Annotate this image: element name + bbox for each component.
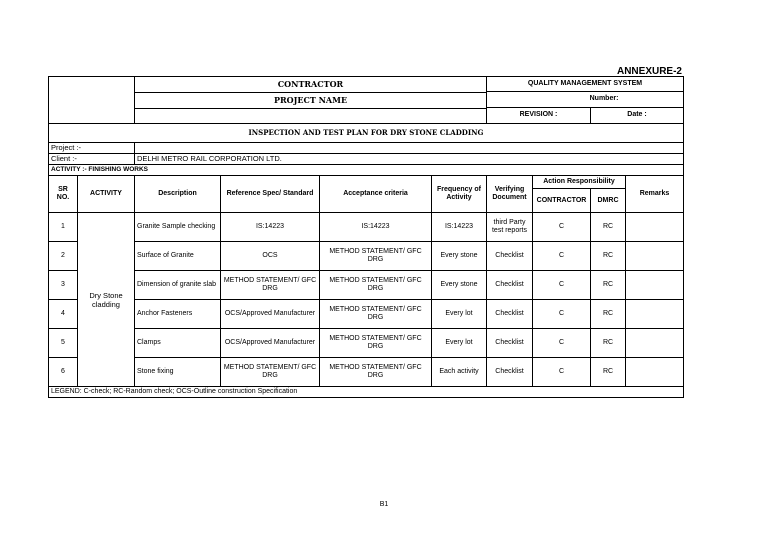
cell-remarks [626, 329, 684, 358]
contractor-label: CONTRACTOR [135, 77, 486, 93]
cell-verifying: Checklist [487, 329, 533, 358]
cell-acceptance: METHOD STATEMENT/ GFC DRG [320, 358, 432, 387]
cell-verifying: Checklist [487, 358, 533, 387]
cell-reference: OCS [221, 242, 320, 271]
cell-sr: 6 [49, 358, 78, 387]
col-contractor: CONTRACTOR [533, 189, 591, 213]
cell-dmrc: RC [591, 329, 626, 358]
legend: LEGEND: C-check; RC-Random check; OCS-Outline construction Specification [49, 387, 684, 398]
cell-contractor: C [533, 329, 591, 358]
cell-reference: IS:14223 [221, 213, 320, 242]
cell-dmrc: RC [591, 271, 626, 300]
cell-frequency: Every lot [432, 329, 487, 358]
col-reference: Reference Spec/ Standard [221, 176, 320, 213]
col-acceptance: Acceptance criteria [320, 176, 432, 213]
client-label: Client :- [49, 154, 135, 165]
cell-sr: 3 [49, 271, 78, 300]
col-remarks: Remarks [626, 176, 684, 213]
col-action-responsibility: Action Responsibility [533, 176, 626, 189]
cell-contractor: C [533, 271, 591, 300]
cell-sr: 4 [49, 300, 78, 329]
cell-description: Clamps [135, 329, 221, 358]
cell-contractor: C [533, 358, 591, 387]
project-name-label: PROJECT NAME [135, 93, 486, 109]
qms-label: QUALITY MANAGEMENT SYSTEM [487, 77, 684, 92]
cell-reference: METHOD STATEMENT/ GFC DRG [221, 271, 320, 300]
plan-title: INSPECTION AND TEST PLAN FOR DRY STONE CLADDING [49, 124, 684, 143]
contractor-project-block [135, 77, 487, 124]
annexure-label: ANNEXURE-2 [616, 66, 682, 77]
cell-description: Anchor Fasteners [135, 300, 221, 329]
cell-remarks [626, 358, 684, 387]
cell-frequency: Every stone [432, 271, 487, 300]
col-description: Description [135, 176, 221, 213]
cell-description: Stone fixing [135, 358, 221, 387]
cell-reference: METHOD STATEMENT/ GFC DRG [221, 358, 320, 387]
project-label: Project :- [49, 143, 135, 154]
cell-dmrc: RC [591, 300, 626, 329]
cell-contractor: C [533, 300, 591, 329]
table-row [49, 329, 684, 358]
date-label: Date : [591, 107, 684, 123]
col-frequency: Frequency of Activity [432, 176, 487, 213]
cell-contractor: C [533, 242, 591, 271]
table-row [49, 300, 684, 329]
cell-verifying: third Party test reports [487, 213, 533, 242]
cell-reference: OCS/Approved Manufacturer [221, 329, 320, 358]
table-row [49, 358, 684, 387]
client-value: DELHI METRO RAIL CORPORATION LTD. [135, 154, 684, 165]
cell-reference: OCS/Approved Manufacturer [221, 300, 320, 329]
cell-dmrc: RC [591, 242, 626, 271]
cell-acceptance: METHOD STATEMENT/ GFC DRG [320, 329, 432, 358]
cell-description: Dimension of granite slab [135, 271, 221, 300]
cell-dmrc: RC [591, 358, 626, 387]
cell-description: Granite Sample checking [135, 213, 221, 242]
cell-frequency: Every lot [432, 300, 487, 329]
cell-acceptance: METHOD STATEMENT/ GFC DRG [320, 300, 432, 329]
revision-label: REVISION : [487, 107, 591, 123]
cell-sr: 5 [49, 329, 78, 358]
number-label: Number: [487, 92, 684, 107]
cell-remarks [626, 300, 684, 329]
cell-frequency: Each activity [432, 358, 487, 387]
activity-group: Dry Stone cladding [78, 213, 135, 387]
cell-sr: 2 [49, 242, 78, 271]
cell-description: Surface of Granite [135, 242, 221, 271]
cell-remarks [626, 213, 684, 242]
col-verifying: Verifying Document [487, 176, 533, 213]
col-sr: SR NO. [49, 176, 78, 213]
table-row [49, 242, 684, 271]
cell-verifying: Checklist [487, 300, 533, 329]
page-number: B1 [379, 501, 389, 508]
cell-verifying: Checklist [487, 242, 533, 271]
cell-frequency: Every stone [432, 242, 487, 271]
logo-cell [49, 77, 135, 124]
cell-acceptance: IS:14223 [320, 213, 432, 242]
cell-acceptance: METHOD STATEMENT/ GFC DRG [320, 242, 432, 271]
cell-acceptance: METHOD STATEMENT/ GFC DRG [320, 271, 432, 300]
cell-verifying: Checklist [487, 271, 533, 300]
table-row [49, 271, 684, 300]
col-dmrc: DMRC [591, 189, 626, 213]
cell-remarks [626, 271, 684, 300]
cell-contractor: C [533, 213, 591, 242]
table-row [49, 213, 684, 242]
activity-line: ACTIVITY :- FINISHING WORKS [49, 165, 684, 176]
cell-frequency: IS:14223 [432, 213, 487, 242]
cell-sr: 1 [49, 213, 78, 242]
itp-table [48, 76, 684, 398]
cell-remarks [626, 242, 684, 271]
col-activity: ACTIVITY [78, 176, 135, 213]
cell-dmrc: RC [591, 213, 626, 242]
project-value [135, 143, 684, 154]
